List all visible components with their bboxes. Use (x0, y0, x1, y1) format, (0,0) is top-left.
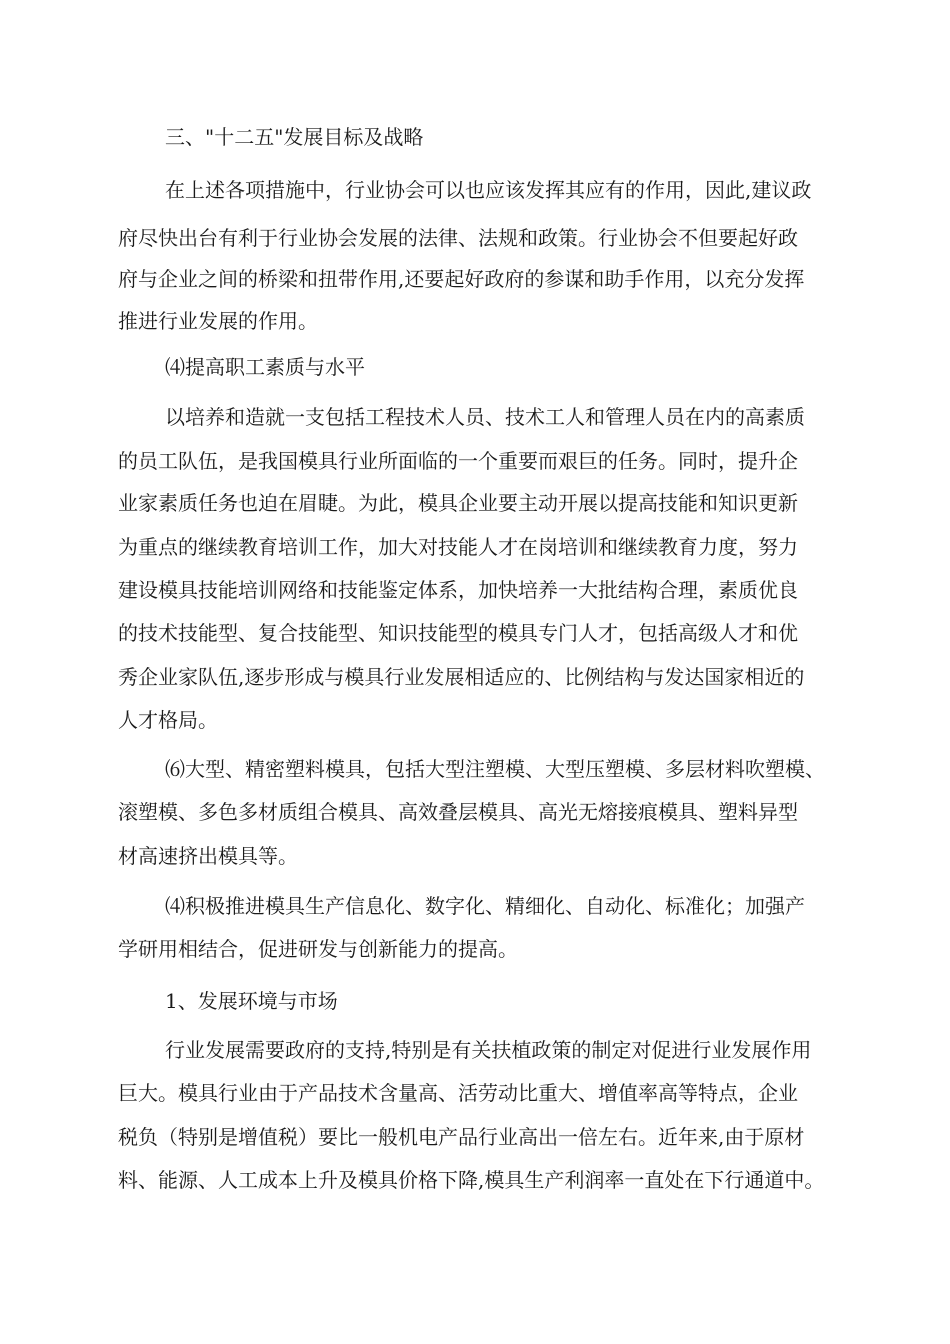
paragraph-line: 料、能源、人工成本上升及模具价格下降,模具生产利润率一直处在下行通道中。 (118, 1168, 825, 1192)
paragraph-line: 人才格局。 (118, 708, 218, 732)
paragraph-line: 府与企业之间的桥梁和扭带作用,还要起好政府的参谋和助手作用，以充分发挥 (118, 267, 805, 291)
heading-line: 三、"十二五"发展目标及战略 (165, 125, 424, 149)
paragraph-line: 以培养和造就一支包括工程技术人员、技术工人和管理人员在内的高素质 (165, 405, 805, 429)
paragraph-line: 行业发展需要政府的支持,特别是有关扶植政策的制定对促进行业发展作用 (165, 1038, 812, 1062)
paragraph-line: 为重点的继续教育培训工作，加大对技能人才在岗培训和继续教育力度，努力 (118, 535, 798, 559)
paragraph-line: 在上述各项措施中，行业协会可以也应该发挥其应有的作用，因此,建议政 (165, 178, 812, 202)
paragraph-line: 府尽快出台有利于行业协会发展的法律、法规和政策。行业协会不但要起好政 (118, 226, 798, 250)
paragraph-line: 巨大。模具行业由于产品技术含量高、活劳动比重大、增值率高等特点，企业 (118, 1081, 798, 1105)
paragraph-line: 的员工队伍，是我国模具行业所面临的一个重要而艰巨的任务。同时，提升企 (118, 449, 798, 473)
heading-line: ⑷提高职工素质与水平 (165, 355, 365, 379)
paragraph-line: 税负（特别是增值税）要比一般机电产品行业高出一倍左右。近年来,由于原材 (118, 1125, 805, 1149)
paragraph-line: 建设模具技能培训网络和技能鉴定体系，加快培养一大批结构合理，素质优良 (118, 578, 798, 602)
paragraph-line: 滚塑模、多色多材质组合模具、高效叠层模具、高光无熔接痕模具、塑料异型 (118, 800, 798, 824)
paragraph-line: 材高速挤出模具等。 (118, 844, 298, 868)
paragraph-line: 业家素质任务也迫在眉睫。为此，模具企业要主动开展以提高技能和知识更新 (118, 491, 798, 515)
paragraph-line: 的技术技能型、复合技能型、知识技能型的模具专门人才，包括高级人才和优 (118, 621, 798, 645)
paragraph-line: 学研用相结合，促进研发与创新能力的提高。 (118, 937, 518, 961)
paragraph-line: 推进行业发展的作用。 (118, 309, 318, 333)
paragraph-line: ⑷积极推进模具生产信息化、数字化、精细化、自动化、标准化；加强产 (165, 894, 805, 918)
paragraph-line: ⑹大型、精密塑料模具，包括大型注塑模、大型压塑模、多层材料吹塑模、 (165, 757, 825, 781)
heading-line: 1、发展环境与市场 (165, 989, 338, 1013)
paragraph-line: 秀企业家队伍,逐步形成与模具行业发展相适应的、比例结构与发达国家相近的 (118, 665, 805, 689)
